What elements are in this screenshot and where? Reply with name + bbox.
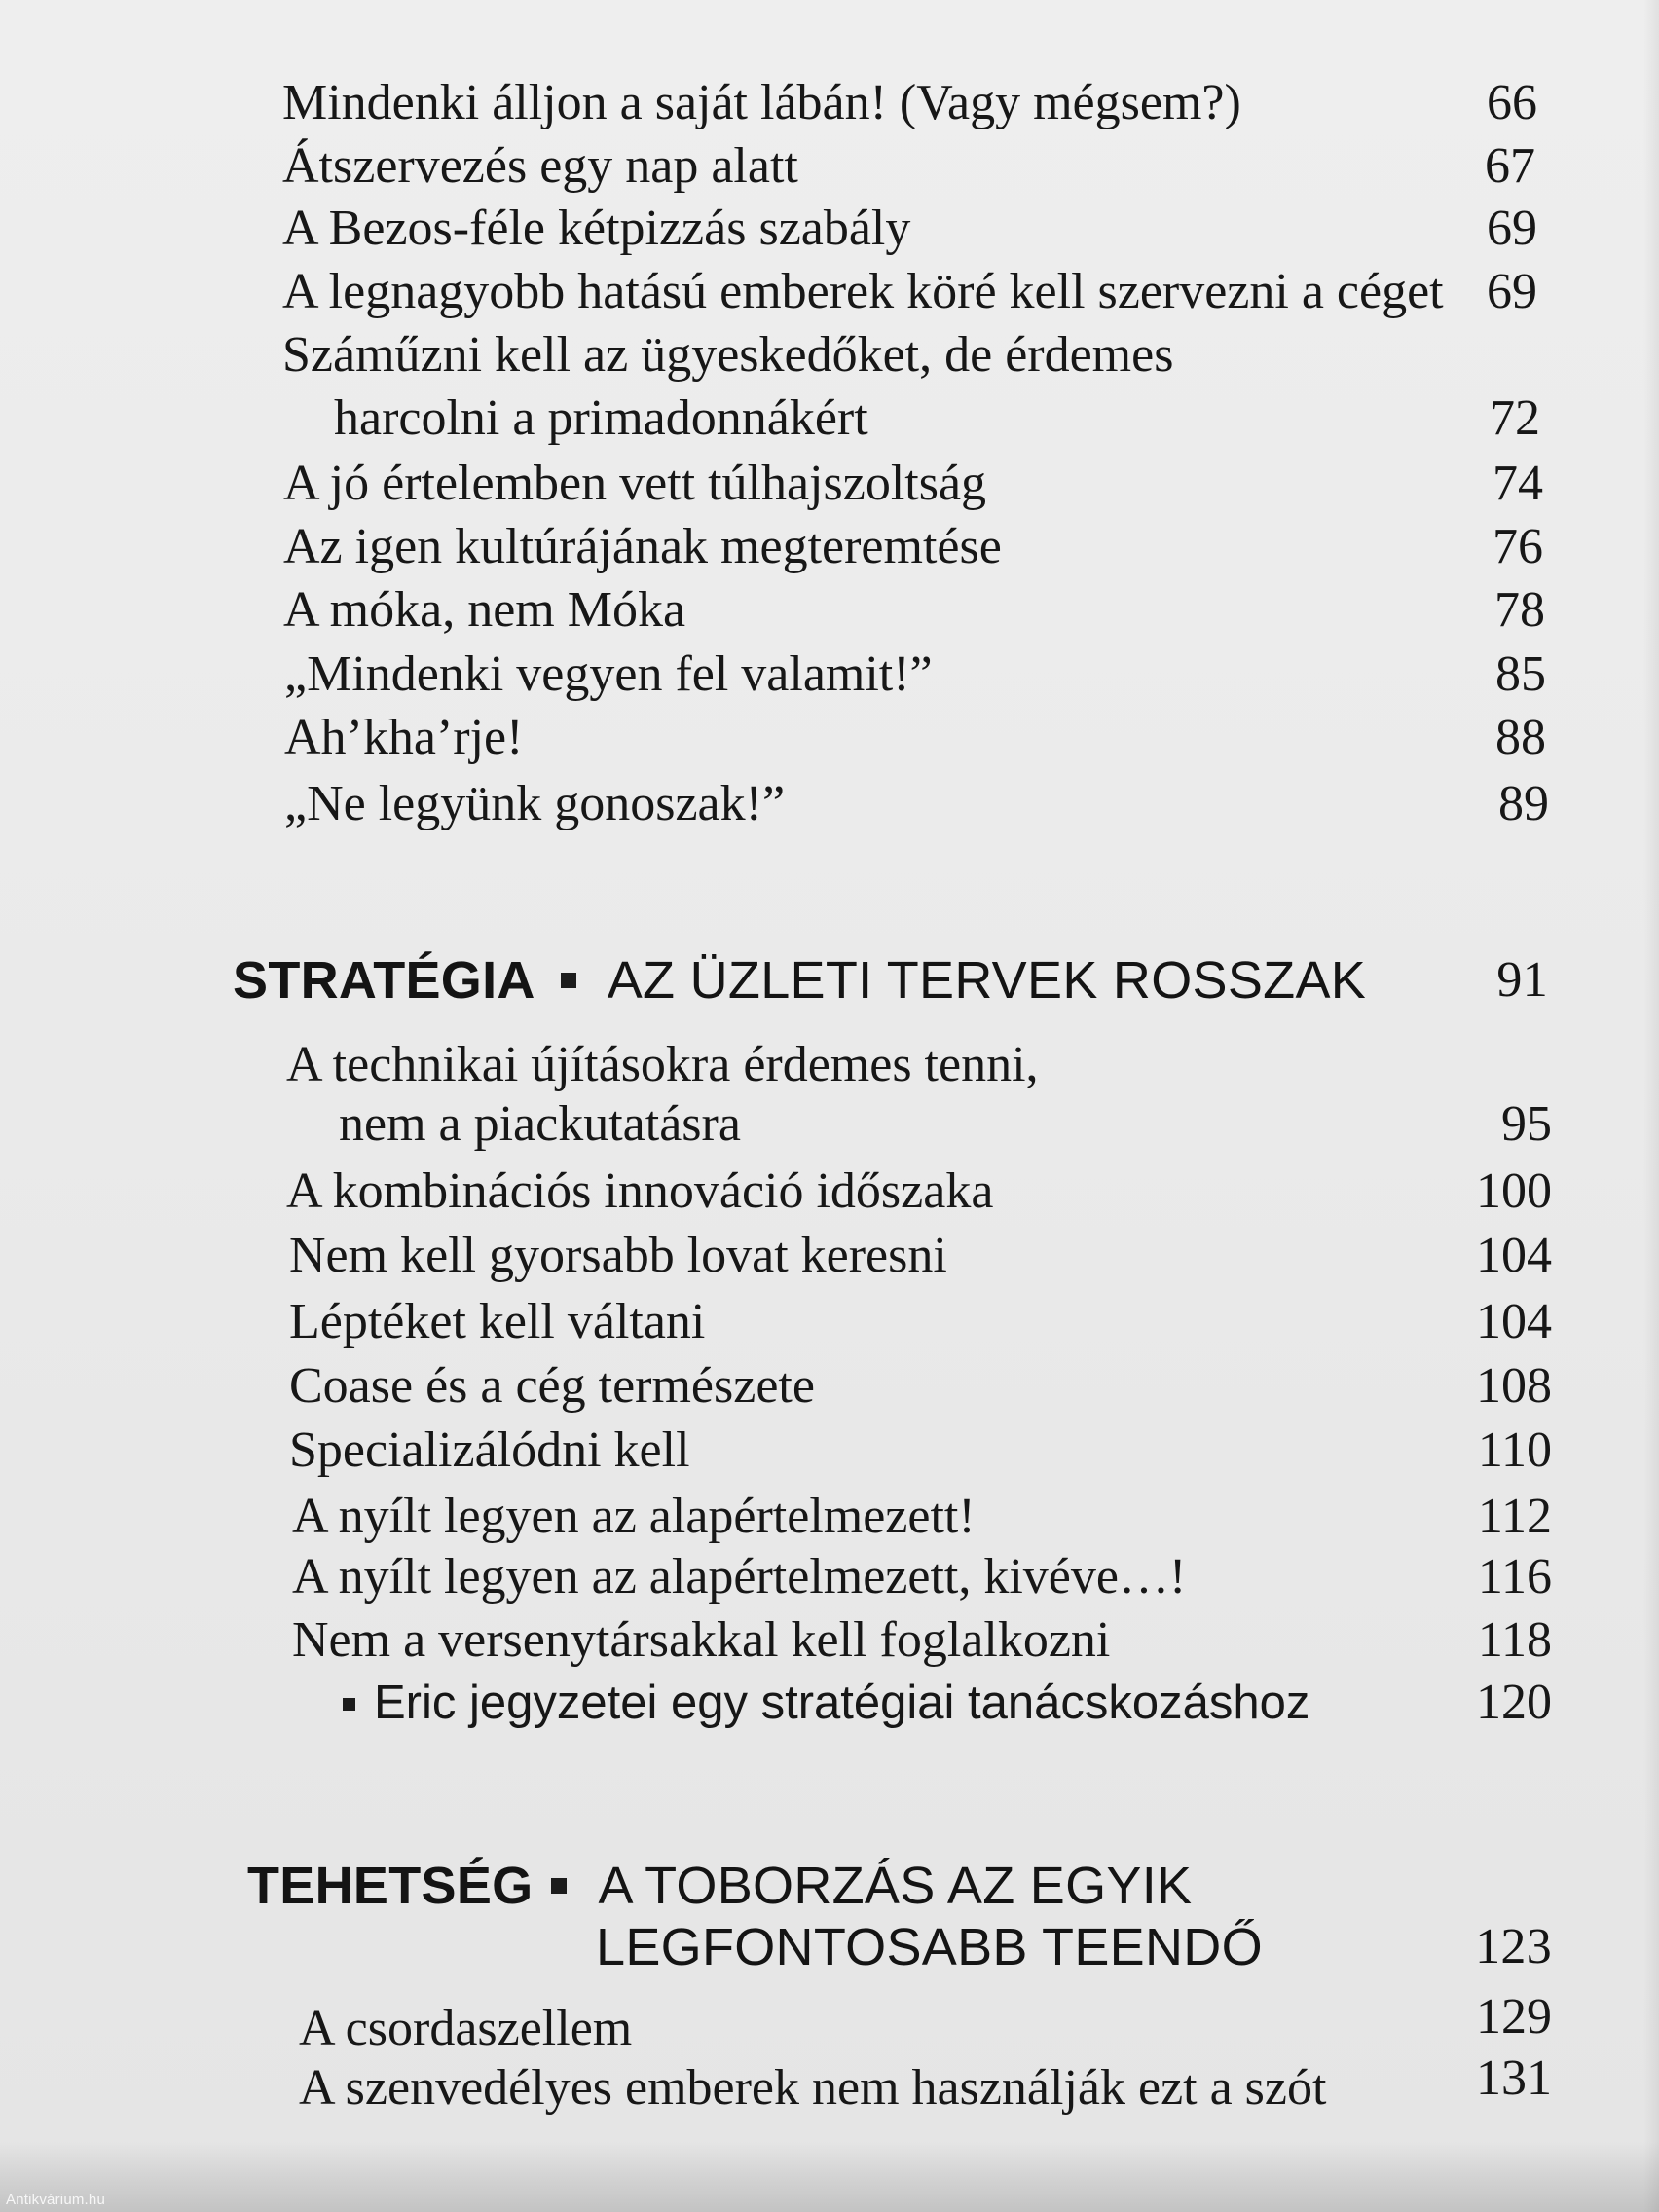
- toc-entry: [292, 1546, 1552, 1608]
- section-page: 91: [1496, 952, 1548, 1008]
- toc-entry-page: 66: [1487, 75, 1537, 130]
- toc-entry-title: Mindenki álljon a saját lábán! (Vagy mégsem?): [282, 75, 1241, 130]
- toc-entry: [282, 72, 1537, 134]
- toc-entry: [289, 1225, 1552, 1287]
- toc-entry: [282, 135, 1535, 198]
- toc-entry-title: A kombinációs innováció időszaka: [286, 1163, 994, 1219]
- toc-entry: [289, 1419, 1552, 1482]
- toc-entry-title: Ah’kha’rje!: [284, 710, 524, 765]
- toc-entry-title: A nyílt legyen az alapértelmezett!: [292, 1489, 976, 1544]
- toc-entry-line-1: [286, 1034, 1552, 1096]
- toc-entry-title: Coase és a cég természete: [289, 1358, 815, 1414]
- section-heading-tehetseg: [247, 1855, 1552, 1917]
- toc-entry: [284, 707, 1546, 769]
- toc-entry-title: A technikai újításokra érdemes tenni,: [286, 1037, 1039, 1092]
- toc-entry-title: Száműzni kell az ügyeskedőket, de érdemes: [282, 327, 1174, 383]
- toc-entry-title: A nyílt legyen az alapértelmezett, kivéve…!: [292, 1549, 1187, 1604]
- toc-entry-title: „Ne legyünk gonoszak!”: [284, 776, 786, 831]
- section-heading-tehetseg-line-2: [596, 1916, 1552, 1978]
- toc-entry-title-continued: harcolni a primadonnákért: [334, 390, 868, 446]
- toc-entry-title: „Mindenki vegyen fel valamit!”: [284, 646, 933, 702]
- toc-entry: [299, 2050, 1552, 2120]
- toc-entry-page: 67: [1485, 138, 1535, 194]
- square-bullet-icon: [343, 1698, 355, 1711]
- watermark: Antikvárium.hu: [6, 2192, 106, 2208]
- toc-entry-title: A jó értelemben vett túlhajszoltság: [283, 456, 987, 511]
- square-bullet-icon: [561, 973, 576, 988]
- toc-entry-title: Specializálódni kell: [289, 1422, 690, 1478]
- toc-entry: [284, 644, 1546, 706]
- toc-entry: [282, 198, 1537, 260]
- toc-entry-title: Nem kell gyorsabb lovat keresni: [289, 1228, 947, 1283]
- section-page: 123: [1475, 1919, 1552, 1974]
- toc-entry-title: Az igen kultúrájának megteremtése: [283, 519, 1002, 574]
- toc-entry-title: Átszervezés egy nap alatt: [282, 138, 798, 194]
- toc-entry-page: 100: [1476, 1163, 1552, 1219]
- toc-entry-page: 116: [1477, 1549, 1552, 1604]
- toc-entry-page: 74: [1493, 456, 1543, 511]
- section-name: TEHETSÉG: [247, 1857, 534, 1915]
- toc-entry: [289, 1291, 1552, 1353]
- toc-entry-page: 108: [1476, 1358, 1552, 1414]
- toc-entry-page: 76: [1493, 519, 1543, 574]
- toc-entry-page: 129: [1476, 1989, 1552, 2045]
- toc-entry: [286, 1161, 1552, 1223]
- section-title: A TOBORZÁS AZ EGYIK: [598, 1857, 1193, 1915]
- toc-entry-title: A móka, nem Móka: [283, 582, 686, 638]
- toc-entry-page: 85: [1495, 646, 1546, 702]
- toc-entry-title: A szenvedélyes emberek nem használják ezt a szót: [299, 2060, 1327, 2116]
- toc-entry-title-continued: nem a piackutatásra: [339, 1096, 741, 1152]
- toc-entry-page: 69: [1487, 264, 1537, 319]
- toc-entry-title: Léptéket kell váltani: [289, 1294, 706, 1349]
- section-title-continued: LEGFONTOSABB TEENDŐ: [596, 1918, 1263, 1976]
- toc-entry: [283, 453, 1543, 515]
- toc-entry-page: 78: [1494, 582, 1545, 638]
- toc-entry-page: 88: [1495, 710, 1546, 765]
- toc-entry: [283, 516, 1543, 578]
- toc-entry: [284, 773, 1549, 835]
- square-bullet-icon: [551, 1878, 567, 1894]
- toc-entry-line-2: [339, 1093, 1552, 1156]
- toc-entry-page: 131: [1476, 2050, 1552, 2106]
- toc-entry: [283, 579, 1545, 642]
- toc-entry: [299, 1989, 1552, 2060]
- toc-entry-line-1: [282, 324, 1540, 387]
- toc-entry-page: 69: [1487, 201, 1537, 256]
- toc-entry-page: 95: [1501, 1096, 1552, 1152]
- toc-subentry-title: Eric jegyzetei egy stratégiai tanácskozáshoz: [374, 1677, 1310, 1729]
- toc-entry-line-2: [334, 387, 1540, 450]
- toc-entry-page: 72: [1490, 390, 1540, 446]
- toc-entry-title: Nem a versenytársakkal kell foglalkozni: [292, 1612, 1111, 1668]
- section-heading-strategia: [233, 949, 1548, 1012]
- toc-entry-page: 110: [1477, 1422, 1552, 1478]
- section-name: STRATÉGIA: [233, 951, 535, 1010]
- toc-entry-title: A Bezos-féle kétpizzás szabály: [282, 201, 911, 256]
- toc-entry-title: A csordaszellem: [299, 2001, 633, 2056]
- toc-entry: [289, 1355, 1552, 1418]
- toc-entry-page: 104: [1476, 1228, 1552, 1283]
- toc-entry-page: 112: [1477, 1489, 1552, 1544]
- toc-entry-page: 118: [1477, 1612, 1552, 1668]
- toc-entry-page: 120: [1476, 1675, 1552, 1730]
- toc-entry-title: A legnagyobb hatású emberek köré kell szervezni a céget: [282, 264, 1444, 319]
- toc-entry: [292, 1486, 1552, 1548]
- toc-entry: [292, 1609, 1552, 1672]
- toc-entry: [282, 261, 1537, 323]
- page-edge-shadow: [1643, 0, 1659, 2212]
- toc-entry-page: 89: [1498, 776, 1549, 831]
- section-title: AZ ÜZLETI TERVEK ROSSZAK: [607, 951, 1367, 1010]
- toc-subentry: [343, 1672, 1552, 1734]
- toc-entry-page: 104: [1476, 1294, 1552, 1349]
